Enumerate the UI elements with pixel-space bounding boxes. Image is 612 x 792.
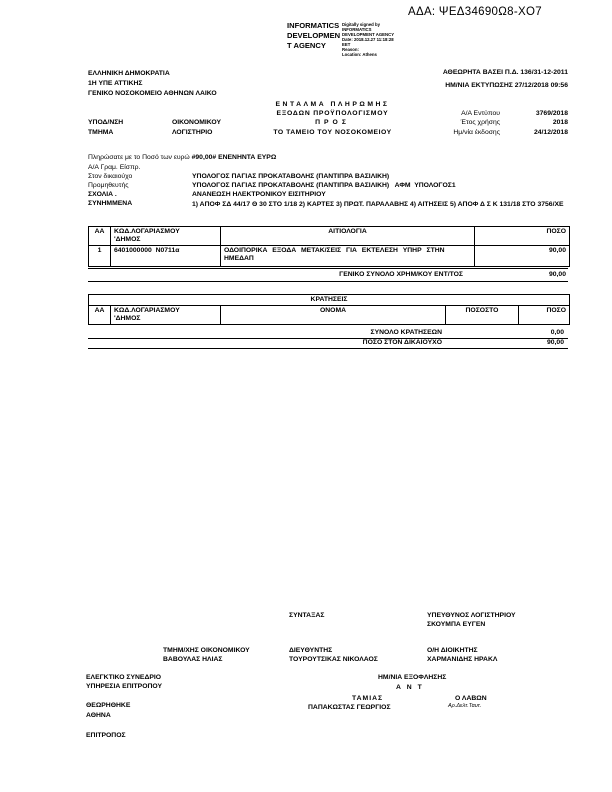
budget-table bbox=[88, 226, 570, 267]
governor-name: ΧΑΡΜΑΝΙΔΗΣ ΗΡΑΚΛ bbox=[427, 656, 498, 663]
deductions-table bbox=[88, 294, 570, 325]
supplier-label: Προμηθευτής bbox=[88, 182, 129, 189]
print-date: ΗΜ/ΝΙΑ ΕΚΤΥΠΩΣΗΣ 27/12/2018 09:56 bbox=[445, 82, 568, 89]
esign-agency-block bbox=[287, 21, 340, 51]
esign-detail-line: Reason: bbox=[342, 47, 359, 52]
budget-table-row bbox=[89, 246, 570, 267]
governor-title: Ο/Η ΔΙΟΙΚΗΤΗΣ bbox=[427, 647, 478, 654]
col-account-code bbox=[111, 227, 221, 246]
payoff-date-label: ΗΜ/ΝΙΑ ΕΞΟΦΛΗΣΗΣ bbox=[378, 674, 447, 681]
org-header-line: ΓΕΝΙΚΟ ΝΟΣΟΚΟΜΕΙΟ ΑΘΗΝΩΝ ΛΑΙΚΟ bbox=[88, 90, 217, 97]
col-account-code-line1: ΚΩΔ.ΛΟΓΑΡΙΑΣΜΟΥ bbox=[114, 228, 180, 235]
col-account-code-line1: ΚΩΔ.ΛΟΓΑΡΙΑΣΜΟΥ bbox=[114, 307, 180, 314]
department-value: ΛΟΓΙΣΤΗΡΙΟ bbox=[172, 129, 213, 136]
net-amount-label: ΠΟΣΟ ΣΤΟΝ ΔΙΚΑΙΟΥΧΟ bbox=[362, 339, 442, 346]
cell-amount: 90,00 bbox=[475, 246, 570, 267]
issue-date-label: Ημ/νία έκδοσης bbox=[453, 129, 500, 136]
receipt-line-label: Α/Α Γραμ. Είσπρ. bbox=[88, 164, 141, 171]
col-aa: ΑΑ bbox=[89, 227, 111, 246]
receiver-id-label: Αρ.Δελτ.Ταυτ. bbox=[448, 703, 482, 709]
esign-detail-line: Date: 2018.12.27 11:18:28 bbox=[342, 37, 394, 42]
col-reason: ΑΙΤΙΟΛΟΓΙΑ bbox=[221, 227, 475, 246]
col-account-code-line2: 'ΔΗΜΟΣ bbox=[114, 236, 141, 243]
receiver-title: Ο ΛΑΒΩΝ bbox=[455, 695, 487, 702]
org-header-line: 1Η ΥΠΕ ΑΤΤΙΚΗΣ bbox=[88, 80, 143, 87]
grand-total-bar bbox=[88, 268, 568, 282]
deductions-title: ΚΡΑΤΗΣΕΙΣ bbox=[89, 295, 570, 306]
esign-detail-line: DEVELOPMENT AGENCY bbox=[342, 32, 395, 37]
attachments-label: ΣΥΝΗΜΜΕΝΑ bbox=[88, 200, 133, 207]
esign-detail-block bbox=[342, 22, 394, 57]
accounting-head-name: ΣΚΟΥΜΠΑ ΕΥΓΕΝ bbox=[427, 621, 486, 628]
esign-agency-line: T AGENCY bbox=[287, 41, 326, 50]
net-amount-value: 90,00 bbox=[546, 339, 564, 346]
comments-value: ΑΝΑΝΕΩΣΗ ΗΛΕΚΤΡΟΝΙΚΟΥ ΕΙΣΙΤΗΡΙΟΥ bbox=[192, 191, 326, 198]
finance-dept-head-title: ΤΜΗΜ/ΧΗΣ ΟΙΚΟΝΟΜΙΚΟΥ bbox=[163, 647, 250, 654]
esign-detail-line: Location: Athens bbox=[342, 52, 377, 57]
cell-reason: ΟΔΟΙΠΟΡΙΚΑ ΕΞΟΔΑ ΜΕΤΑΚ/ΣΕΙΣ ΓΙΑ ΕΚΤΕΛΕΣΗ ΥΠΗΡ ΣΤΗΝ ΗΜΕΔΑΠ bbox=[221, 246, 475, 267]
esign-detail-line: INFORMATICS bbox=[342, 27, 372, 32]
city-label: ΑΘΗΝΑ bbox=[86, 712, 111, 719]
col-name: ΟΝΟΜΑ bbox=[221, 306, 446, 325]
department-label: ΤΜΗΜΑ bbox=[88, 129, 114, 136]
attachments-value: 1) ΑΠΟΦ ΣΔ 44/17 Θ 30 ΣΤΟ 1/18 2) ΚΑΡΤΕΣ 3) ΠΡΩΤ. ΠΑΡΑΛΑΒΗΣ 4) ΑΙΤΗΣΕΙΣ 5) ΑΠΟΦ Δ Σ Κ 131/18 ΣΤΟ 3756/ΧΕ bbox=[192, 201, 564, 208]
ada-code: ΑΔΑ: ΨΕΔ34690Ω8-ΧΟ7 bbox=[408, 6, 542, 18]
col-aa: ΑΑ bbox=[89, 306, 111, 325]
drafter-title: ΣΥΝΤΑΞΑΣ bbox=[289, 612, 325, 619]
cell-account-code: 6401000000 Ν0711α bbox=[111, 246, 221, 267]
cashier-name: ΠΑΠΑΚΩΣΤΑΣ ΓΕΩΡΓΙΟΣ bbox=[308, 704, 391, 711]
recipient-office: ΤΟ ΤΑΜΕΙΟ ΤΟΥ ΝΟΣΟΚΟΜΕΙΟΥ bbox=[273, 129, 392, 136]
esign-detail-line: EET bbox=[342, 42, 351, 47]
accounting-head-title: ΥΠΕΥΘΥΝΟΣ ΛΟΓΙΣΤΗΡΙΟΥ bbox=[427, 612, 516, 619]
pros-label: ΠΡΟΣ bbox=[315, 119, 350, 126]
form-number-value: 3769/2018 bbox=[535, 110, 568, 117]
col-percentage: ΠΟΣΟΣΤΟ bbox=[446, 306, 519, 325]
subdivision-label: ΥΠΟΔ/ΝΣΗ bbox=[88, 119, 124, 126]
deductions-sum-label: ΣΥΝΟΛΟ ΚΡΑΤΗΣΕΩΝ bbox=[370, 329, 442, 336]
finance-dept-head-name: ΒΑΒΟΥΛΑΣ ΗΛΙΑΣ bbox=[163, 656, 223, 663]
form-number-label: Α/Α Εντύπου bbox=[461, 110, 500, 117]
col-amount: ΠΟΣΟ bbox=[475, 227, 570, 246]
payoff-sub: Α Ν Τ bbox=[396, 684, 424, 691]
beneficiary-label: Στον δικαιούχο bbox=[88, 173, 133, 180]
deductions-header-row bbox=[89, 306, 570, 325]
grand-total-label: ΓΕΝΙΚΟ ΣΥΝΟΛΟ ΧΡΗΜ/ΚΟΥ ΕΝΤ/ΤΟΣ bbox=[339, 271, 463, 278]
col-account-code bbox=[111, 306, 221, 325]
audit-court-line2: ΥΠΗΡΕΣΙΑ ΕΠΙΤΡΟΠΟΥ bbox=[86, 683, 163, 690]
document-subtitle: ΕΞΟΔΩΝ ΠΡΟΫΠΟΛΟΓΙΣΜΟΥ bbox=[276, 110, 389, 117]
document-title: ΕΝΤΑΛΜΑ ΠΛΗΡΩΜΗΣ bbox=[275, 101, 390, 108]
supplier-value: ΥΠΟΛΟΓΟΣ ΠΑΓΙΑΣ ΠΡΟΚΑΤΑΒΟΛΗΣ (ΠΑΝΤΙΠΡΑ ΒΑΣΙΛΙΚΗ) ΑΦΜ ΥΠΟΛΟΓΟΣ1 bbox=[192, 182, 456, 189]
cell-aa: 1 bbox=[89, 246, 111, 267]
org-header-block bbox=[88, 69, 217, 99]
col-account-code-line2: 'ΔΗΜΟΣ bbox=[114, 315, 141, 322]
unaudited-note: ΑΘΕΩΡΗΤΑ ΒΑΣΕΙ Π.Δ. 136/31-12-2011 bbox=[442, 69, 568, 76]
beneficiary-value: ΥΠΟΛΟΓΟΣ ΠΑΓΙΑΣ ΠΡΟΚΑΤΑΒΟΛΗΣ (ΠΑΝΤΙΠΡΑ ΒΑΣΙΛΙΚΗ) bbox=[192, 173, 390, 180]
subdivision-value: ΟΙΚΟΝΟΜΙΚΟΥ bbox=[172, 119, 222, 126]
org-header-line: ΕΛΛΗΝΙΚΗ ΔΗΜΟΚΡΑΤΙΑ bbox=[88, 70, 170, 77]
col-amount: ΠΟΣΟ bbox=[519, 306, 570, 325]
pay-order-line bbox=[88, 154, 276, 162]
issue-date-value: 24/12/2018 bbox=[533, 129, 568, 136]
pay-order-prefix: Πληρώσατε με το Ποσό των ευρώ bbox=[88, 154, 192, 161]
fiscal-year-value: 2018 bbox=[552, 119, 568, 126]
budget-table-header-row bbox=[89, 227, 570, 246]
fiscal-year-label: Έτος χρήσης bbox=[460, 119, 500, 126]
approved-label: ΘΕΩΡΗΘΗΚΕ bbox=[86, 702, 131, 709]
audit-court-line1: ΕΛΕΓΚΤΙΚΟ ΣΥΝΕΔΡΙΟ bbox=[86, 674, 162, 681]
director-title: ΔΙΕΥΘΥΝΤΗΣ bbox=[289, 647, 333, 654]
director-name: ΤΟΥΡΟΥΤΣΙΚΑΣ ΝΙΚΟΛΑΟΣ bbox=[289, 656, 378, 663]
grand-total-value: 90,00 bbox=[548, 271, 566, 278]
cashier-title: ΤΑΜΙΑΣ bbox=[352, 695, 384, 702]
esign-agency-line: INFORMATICS bbox=[287, 21, 340, 30]
esign-detail-line: Digitally signed by bbox=[342, 22, 380, 27]
esign-agency-line: DEVELOPMEN bbox=[287, 31, 341, 40]
pay-order-amount: #90,00# ΕΝΕΝΗΝΤΑ ΕΥΡΩ bbox=[191, 154, 277, 161]
commissioner-label: ΕΠΙΤΡΟΠΟΣ bbox=[86, 732, 126, 739]
comments-label: ΣΧΟΛΙΑ . bbox=[88, 191, 117, 198]
net-amount-row bbox=[88, 338, 568, 349]
deductions-sum-value: 0,00 bbox=[550, 329, 564, 336]
deductions-title-row bbox=[89, 295, 570, 306]
